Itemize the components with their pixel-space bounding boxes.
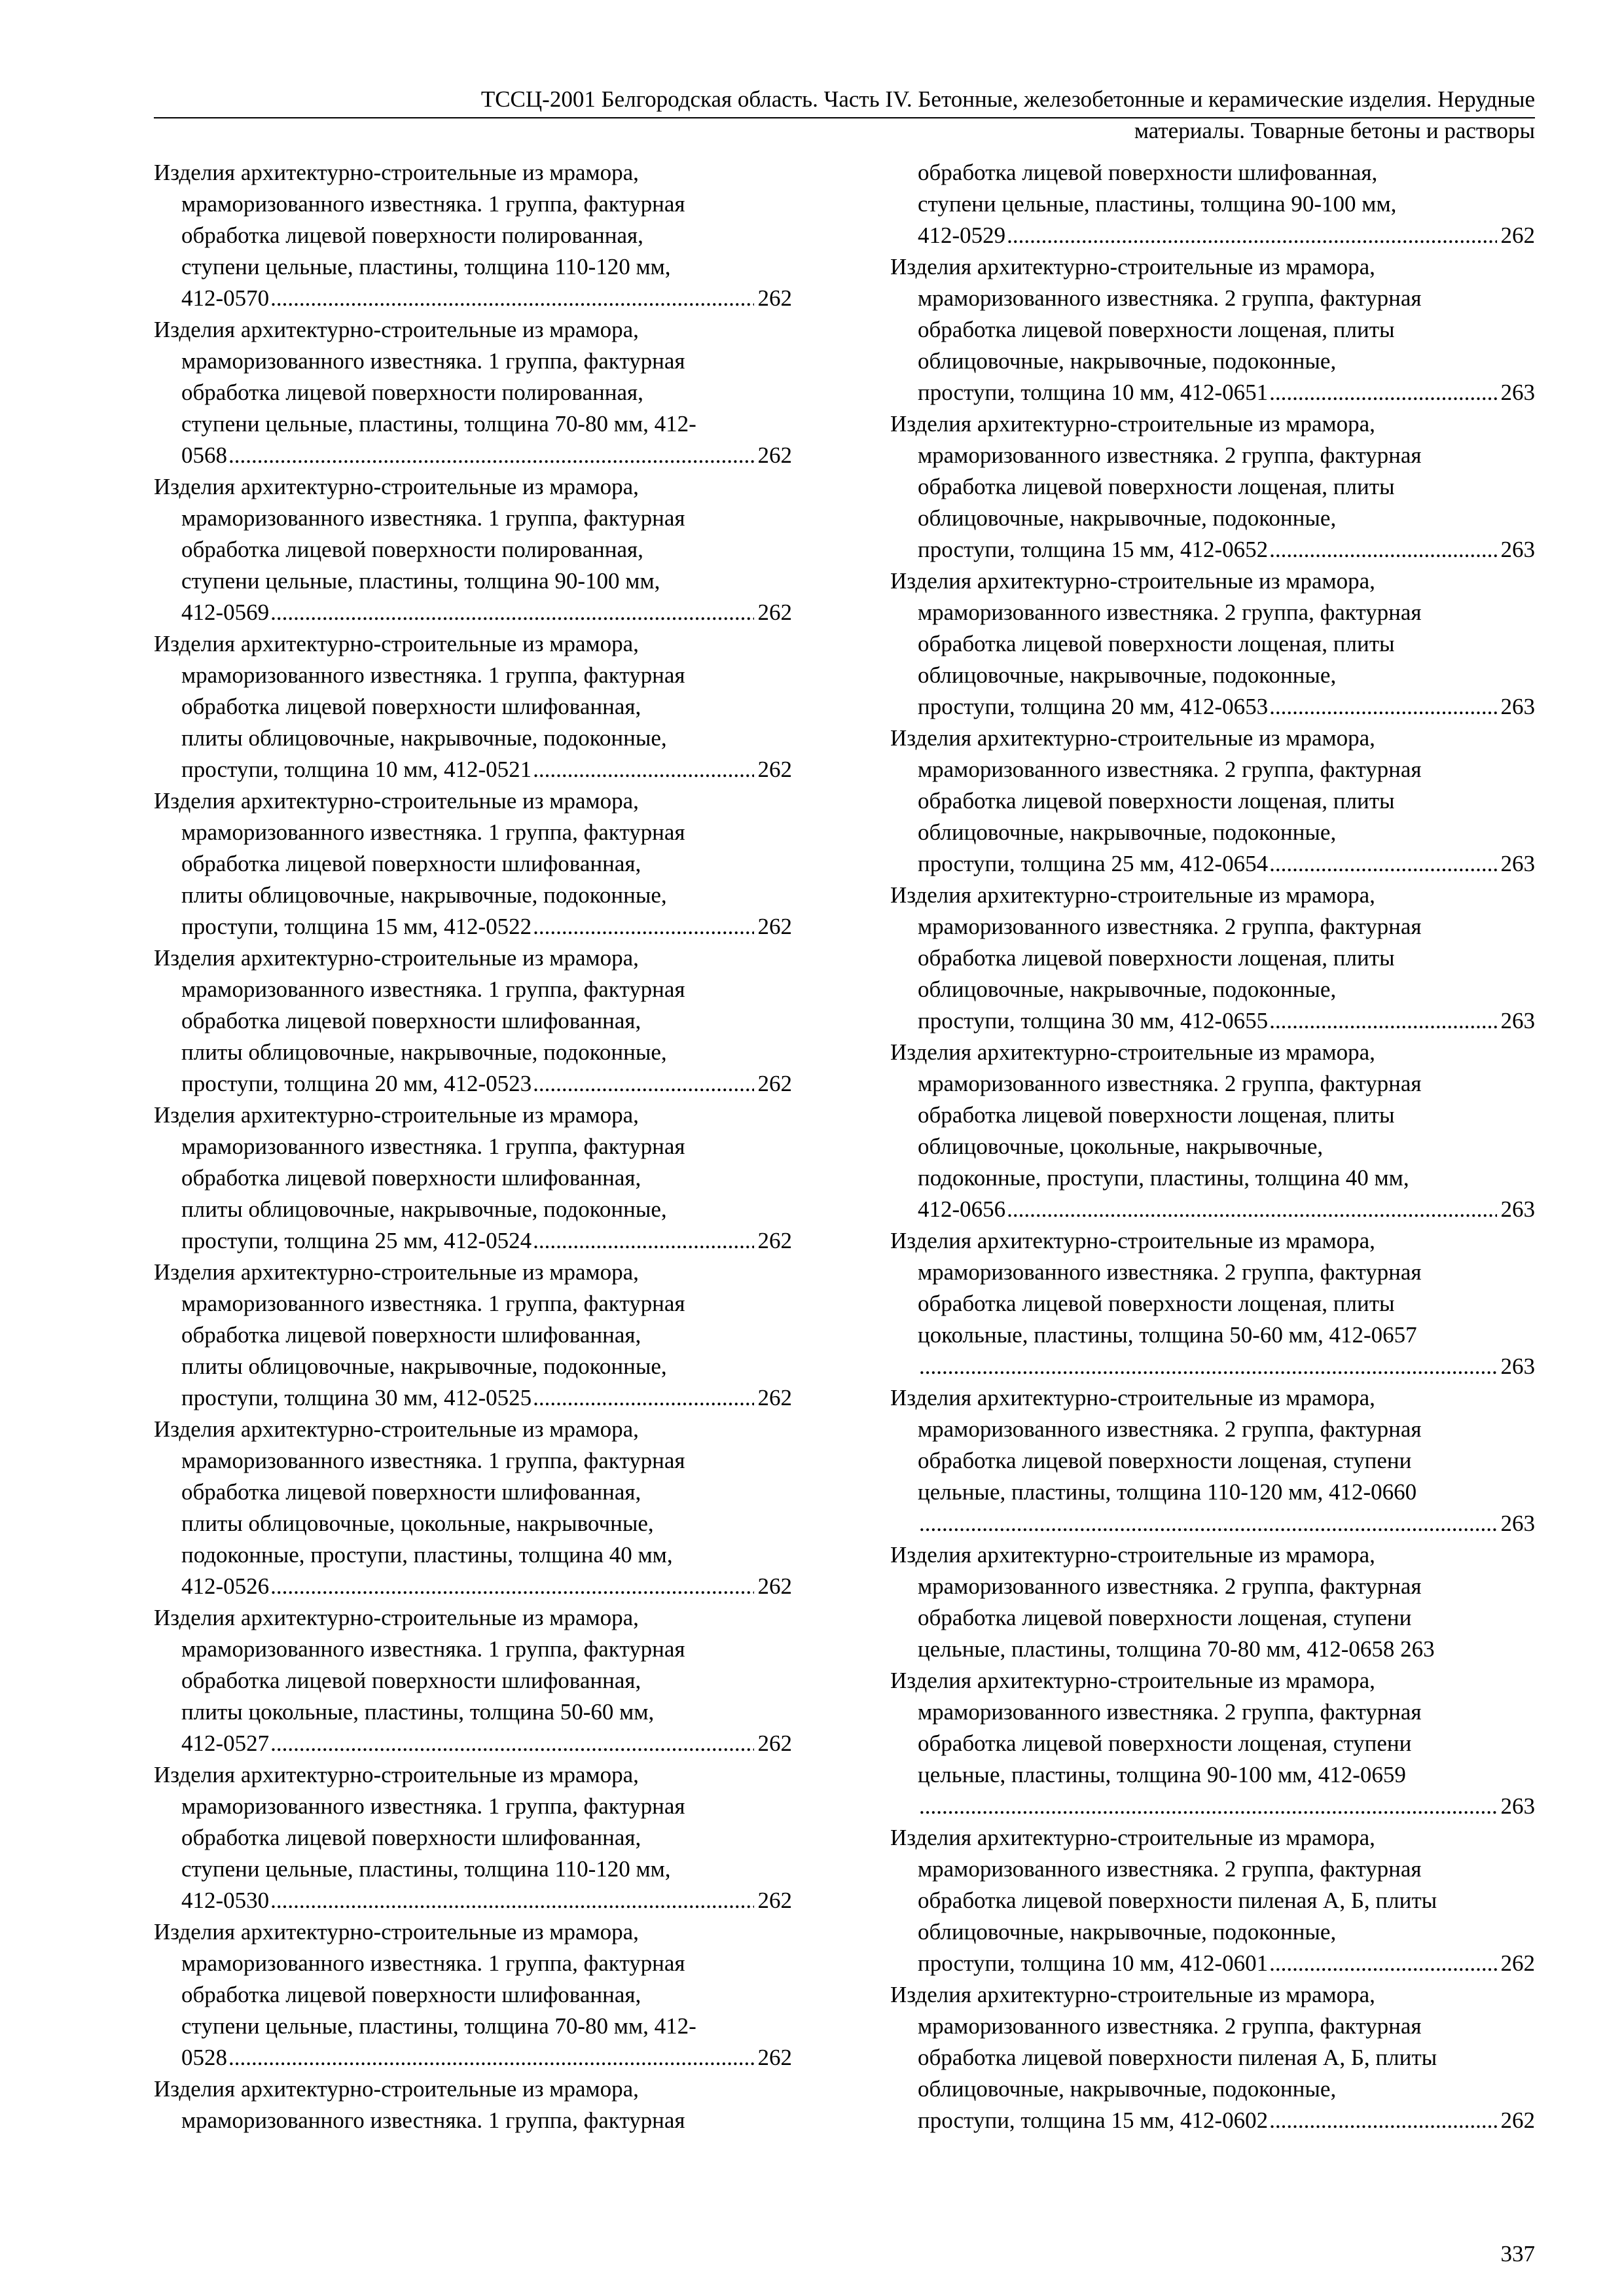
- entry-text-line: плиты облицовочные, накрывочные, подоконные,: [181, 1196, 667, 1222]
- index-entry: [890, 1539, 1535, 1665]
- dot-leader: [1269, 1948, 1496, 1979]
- entry-page-ref: 263: [1500, 1196, 1535, 1222]
- index-column-left: [154, 157, 792, 2136]
- entry-page-ref: 262: [757, 285, 792, 311]
- dot-leader: [270, 1571, 753, 1602]
- entry-text-line: мраморизованного известняка. 1 группа, фактурная: [181, 505, 685, 531]
- index-entry: [154, 785, 792, 942]
- entry-text-line: цельные, пластины, толщина 110-120 мм, 412-0660: [918, 1479, 1417, 1505]
- entry-text-line: мраморизованного известняка. 2 группа, фактурная: [918, 600, 1422, 625]
- entry-text-line: облицовочные, цокольные, накрывочные,: [918, 1134, 1324, 1159]
- entry-text-line: цельные, пластины, толщина 90-100 мм, 412-0659: [918, 1762, 1406, 1787]
- dot-leader: [533, 1225, 753, 1257]
- entry-text-line: мраморизованного известняка. 2 группа, фактурная: [918, 914, 1422, 939]
- entry-text-line: мраморизованного известняка. 2 группа, фактурная: [918, 1071, 1422, 1096]
- entry-text-line: ступени цельные, пластины, толщина 90-100 мм,: [181, 568, 660, 594]
- entry-text-line: обработка лицевой поверхности шлифованная,: [181, 1668, 641, 1693]
- entry-text-line: Изделия архитектурно-строительные из мрамора,: [890, 1039, 1375, 1065]
- dot-leader: [919, 1508, 1497, 1539]
- dot-leader: [1269, 377, 1496, 408]
- entry-text-line: обработка лицевой поверхности полированная,: [181, 380, 643, 405]
- entry-text-line: плиты облицовочные, накрывочные, подоконные,: [181, 1039, 667, 1065]
- index-entry: [890, 1382, 1535, 1539]
- entry-text-line: Изделия архитектурно-строительные из мрамора,: [890, 1385, 1375, 1410]
- entry-code: 0528: [181, 2045, 227, 2070]
- index-entry: [154, 1257, 792, 1414]
- entry-text-line: Изделия архитектурно-строительные из мрамора,: [890, 568, 1375, 594]
- dot-leader: [270, 597, 753, 628]
- entry-text-line: плиты облицовочные, накрывочные, подоконные,: [181, 725, 667, 751]
- entry-code: проступи, толщина 30 мм, 412-0655: [918, 1008, 1269, 1033]
- entry-text-line: Изделия архитектурно-строительные из мрамора,: [154, 1259, 639, 1285]
- entry-text-line: обработка лицевой поверхности шлифованная,: [181, 1479, 641, 1505]
- entry-text-line: обработка лицевой поверхности шлифованная,: [181, 851, 641, 876]
- entry-code: 0568: [181, 442, 227, 468]
- entry-text-line: Изделия архитектурно-строительные из мрамора,: [154, 788, 639, 814]
- entry-page-ref: 262: [757, 2045, 792, 2070]
- entry-code: проступи, толщина 15 мм, 412-0602: [918, 2108, 1269, 2133]
- entry-code: проступи, толщина 15 мм, 412-0652: [918, 537, 1269, 562]
- entry-page-ref: 262: [757, 1228, 792, 1253]
- entry-page-ref: 262: [757, 914, 792, 939]
- entry-text-line: Изделия архитектурно-строительные из мрамора,: [890, 1668, 1375, 1693]
- entry-text-line: мраморизованного известняка. 1 группа, фактурная: [181, 1134, 685, 1159]
- entry-code: 412-0570: [181, 285, 270, 311]
- entry-text-line: обработка лицевой поверхности шлифованная,: [918, 160, 1378, 185]
- entry-text-line: Изделия архитектурно-строительные из мрамора,: [890, 254, 1375, 279]
- entry-page-ref: 262: [757, 1573, 792, 1599]
- entry-code: проступи, толщина 10 мм, 412-0651: [918, 380, 1269, 405]
- entry-page-ref: 263: [1500, 1354, 1535, 1379]
- entry-code: проступи, толщина 10 мм, 412-0521: [181, 757, 532, 782]
- dot-leader: [919, 1791, 1497, 1822]
- dot-leader: [228, 440, 754, 471]
- entry-code: 412-0569: [181, 600, 270, 625]
- dot-leader: [1269, 1005, 1496, 1037]
- dot-leader: [533, 754, 753, 785]
- entry-text-line: облицовочные, накрывочные, подоконные,: [918, 1919, 1337, 1945]
- entry-page-ref: 262: [1500, 223, 1535, 248]
- dot-leader: [919, 1351, 1497, 1382]
- dot-leader: [533, 911, 753, 942]
- entry-text-line: плиты облицовочные, накрывочные, подоконные,: [181, 882, 667, 908]
- dot-leader: [533, 1382, 753, 1414]
- entry-text-line: плиты облицовочные, накрывочные, подоконные,: [181, 1354, 667, 1379]
- entry-code: цельные, пластины, толщина 70-80 мм, 412-0658: [918, 1636, 1395, 1662]
- entry-code: 412-0530: [181, 1888, 270, 1913]
- entry-code: 412-0529: [918, 223, 1006, 248]
- entry-text-line: мраморизованного известняка. 2 группа, фактурная: [918, 1856, 1422, 1882]
- entry-text-line: мраморизованного известняка. 2 группа, фактурная: [918, 1699, 1422, 1725]
- entry-text-line: ступени цельные, пластины, толщина 70-80 мм, 412-: [181, 411, 696, 437]
- page-number: 337: [1500, 2241, 1535, 2267]
- entry-text-line: обработка лицевой поверхности полированная,: [181, 223, 643, 248]
- index-entry: [890, 408, 1535, 565]
- index-entry: [890, 565, 1535, 723]
- entry-text-line: обработка лицевой поверхности пиленая А, Б, плиты: [918, 1888, 1437, 1913]
- entry-text-line: обработка лицевой поверхности лощеная, плиты: [918, 1102, 1395, 1128]
- entry-text-line: Изделия архитектурно-строительные из мрамора,: [154, 317, 639, 342]
- entry-text-line: Изделия архитектурно-строительные из мрамора,: [890, 1228, 1375, 1253]
- entry-page-ref: 262: [1500, 1950, 1535, 1976]
- entry-code: проступи, толщина 25 мм, 412-0654: [918, 851, 1269, 876]
- entry-text-line: мраморизованного известняка. 1 группа, фактурная: [181, 1793, 685, 1819]
- header-line-2: материалы. Товарные бетоны и растворы: [1134, 118, 1535, 143]
- entry-page-ref: 262: [757, 600, 792, 625]
- entry-page-ref: 263: [1500, 694, 1535, 719]
- index-entry: [154, 157, 792, 314]
- entry-text-line: Изделия архитектурно-строительные из мрамора,: [154, 2076, 639, 2102]
- entry-page-ref: 262: [1500, 2108, 1535, 2133]
- entry-text-line: облицовочные, накрывочные, подоконные,: [918, 505, 1337, 531]
- entry-text-line: Изделия архитектурно-строительные из мрамора,: [154, 1919, 639, 1945]
- entry-text-line: обработка лицевой поверхности полированная,: [181, 537, 643, 562]
- index-entry: [890, 1665, 1535, 1822]
- entry-text-line: облицовочные, накрывочные, подоконные,: [918, 2076, 1337, 2102]
- entry-text-line: Изделия архитектурно-строительные из мрамора,: [154, 631, 639, 656]
- entry-text-line: обработка лицевой поверхности лощеная, плиты: [918, 474, 1395, 499]
- index-entry: [154, 1916, 792, 2073]
- entry-code: проступи, толщина 20 мм, 412-0523: [181, 1071, 532, 1096]
- entry-text-line: обработка лицевой поверхности лощеная, плиты: [918, 317, 1395, 342]
- entry-page-ref: 263: [1500, 851, 1535, 876]
- entry-text-line: цокольные, пластины, толщина 50-60 мм, 412-0657: [918, 1322, 1417, 1348]
- entry-code: 412-0526: [181, 1573, 270, 1599]
- entry-text-line: мраморизованного известняка. 1 группа, фактурная: [181, 1950, 685, 1976]
- entry-text-line: обработка лицевой поверхности лощеная, ступени: [918, 1448, 1412, 1473]
- entry-text-line: обработка лицевой поверхности лощеная, плиты: [918, 788, 1395, 814]
- index-entry: [154, 1602, 792, 1759]
- entry-page-ref: 262: [757, 1385, 792, 1410]
- dot-leader: [270, 283, 753, 314]
- entry-text-line: обработка лицевой поверхности шлифованная,: [181, 694, 641, 719]
- entry-text-line: обработка лицевой поверхности шлифованная,: [181, 1008, 641, 1033]
- dot-leader: [270, 1728, 753, 1759]
- index-entry: [154, 1100, 792, 1257]
- entry-text-line: обработка лицевой поверхности лощеная, ступени: [918, 1731, 1412, 1756]
- entry-text-line: обработка лицевой поверхности шлифованная,: [181, 1322, 641, 1348]
- entry-text-line: мраморизованного известняка. 1 группа, фактурная: [181, 348, 685, 374]
- entry-text-line: Изделия архитектурно-строительные из мрамора,: [154, 1762, 639, 1787]
- dot-leader: [228, 2042, 754, 2073]
- entry-text-line: обработка лицевой поверхности лощеная, плиты: [918, 945, 1395, 971]
- entry-text-line: ступени цельные, пластины, толщина 90-100 мм,: [918, 191, 1397, 217]
- entry-text-line: ступени цельные, пластины, толщина 110-120 мм,: [181, 1856, 671, 1882]
- index-entry: [890, 723, 1535, 880]
- index-entry: [890, 1225, 1535, 1382]
- entry-text-line: ступени цельные, пластины, толщина 70-80 мм, 412-: [181, 2013, 696, 2039]
- entry-text-line: Изделия архитектурно-строительные из мрамора,: [154, 1605, 639, 1630]
- index-entry: [890, 1979, 1535, 2136]
- dot-leader: [1269, 2105, 1496, 2136]
- running-header: [154, 84, 1535, 147]
- entry-text-line: Изделия архитектурно-строительные из мрамора,: [154, 1416, 639, 1442]
- index-entry: [154, 1414, 792, 1602]
- entry-text-line: мраморизованного известняка. 2 группа, фактурная: [918, 757, 1422, 782]
- dot-leader: [1269, 534, 1496, 565]
- entry-text-line: Изделия архитектурно-строительные из мрамора,: [154, 945, 639, 971]
- entry-text-line: Изделия архитектурно-строительные из мрамора,: [890, 411, 1375, 437]
- entry-code: проступи, толщина 25 мм, 412-0524: [181, 1228, 532, 1253]
- index-entry: [890, 251, 1535, 408]
- entry-text-line: мраморизованного известняка. 2 группа, фактурная: [918, 1259, 1422, 1285]
- entry-code: проступи, толщина 15 мм, 412-0522: [181, 914, 532, 939]
- entry-page-ref: 263: [1500, 1793, 1535, 1819]
- entry-text-line: мраморизованного известняка. 1 группа, фактурная: [181, 2108, 685, 2133]
- entry-text-line: Изделия архитектурно-строительные из мрамора,: [154, 1102, 639, 1128]
- entry-text-line: облицовочные, накрывочные, подоконные,: [918, 819, 1337, 845]
- entry-text-line: Изделия архитектурно-строительные из мрамора,: [154, 474, 639, 499]
- index-entry: [890, 880, 1535, 1037]
- entry-text-line: ступени цельные, пластины, толщина 110-120 мм,: [181, 254, 671, 279]
- entry-code: проступи, толщина 30 мм, 412-0525: [181, 1385, 532, 1410]
- entry-text-line: мраморизованного известняка. 2 группа, фактурная: [918, 2013, 1422, 2039]
- entry-text-line: мраморизованного известняка. 1 группа, фактурная: [181, 1291, 685, 1316]
- entry-text-line: Изделия архитектурно-строительные из мрамора,: [890, 1982, 1375, 2007]
- entry-page-ref: 263: [1500, 1511, 1535, 1536]
- entry-text-line: плиты облицовочные, цокольные, накрывочные,: [181, 1511, 654, 1536]
- entry-page-ref: 262: [757, 1071, 792, 1096]
- dot-leader: [1007, 220, 1496, 251]
- index-entry: [890, 1037, 1535, 1225]
- entry-text-line: обработка лицевой поверхности шлифованная,: [181, 1165, 641, 1191]
- entry-text-line: облицовочные, накрывочные, подоконные,: [918, 662, 1337, 688]
- entry-code: 412-0527: [181, 1731, 270, 1756]
- entry-text-line: Изделия архитектурно-строительные из мрамора,: [154, 160, 639, 185]
- index-entry: [154, 2073, 792, 2136]
- index-entry: [154, 1759, 792, 1916]
- entry-text-line: Изделия архитектурно-строительные из мрамора,: [890, 1825, 1375, 1850]
- entry-text-line: обработка лицевой поверхности лощеная, ступени: [918, 1605, 1412, 1630]
- dot-leader: [1007, 1194, 1496, 1225]
- entry-text-line: подоконные, проступи, пластины, толщина 40 мм,: [181, 1542, 673, 1568]
- entry-text-line: мраморизованного известняка. 1 группа, фактурная: [181, 819, 685, 845]
- entry-text-line: обработка лицевой поверхности лощеная, плиты: [918, 631, 1395, 656]
- entry-page-ref: 262: [757, 1888, 792, 1913]
- entry-text-line: обработка лицевой поверхности шлифованная,: [181, 1982, 641, 2007]
- dot-leader: [1269, 691, 1496, 723]
- entry-page-ref: 263: [1500, 537, 1535, 562]
- header-line-1: ТССЦ-2001 Белгородская область. Часть IV. Бетонные, железобетонные и керамические изделия. Нерудные: [480, 86, 1535, 112]
- entry-code: проступи, толщина 20 мм, 412-0653: [918, 694, 1269, 719]
- entry-text-line: мраморизованного известняка. 1 группа, фактурная: [181, 1636, 685, 1662]
- index-entry: [890, 1822, 1535, 1979]
- entry-text-line: Изделия архитектурно-строительные из мрамора,: [890, 882, 1375, 908]
- entry-text-line: мраморизованного известняка. 2 группа, фактурная: [918, 1416, 1422, 1442]
- entry-text-line: облицовочные, накрывочные, подоконные,: [918, 348, 1337, 374]
- index-column-right: [890, 157, 1535, 2136]
- entry-code: 412-0656: [918, 1196, 1006, 1222]
- entry-text-line: мраморизованного известняка. 2 группа, фактурная: [918, 285, 1422, 311]
- entry-page-ref: 263: [1500, 1008, 1535, 1033]
- entry-text-line: мраморизованного известняка. 1 группа, фактурная: [181, 662, 685, 688]
- entry-page-ref: 262: [757, 442, 792, 468]
- entry-text-line: Изделия архитектурно-строительные из мрамора,: [890, 1542, 1375, 1568]
- entry-page-ref: 262: [757, 1731, 792, 1756]
- dot-leader: [270, 1885, 753, 1916]
- entry-text-line: облицовочные, накрывочные, подоконные,: [918, 977, 1337, 1002]
- index-entry: [154, 314, 792, 471]
- entry-text-line: обработка лицевой поверхности лощеная, плиты: [918, 1291, 1395, 1316]
- entry-page-ref: 263: [1500, 380, 1535, 405]
- entry-text-line: мраморизованного известняка. 1 группа, фактурная: [181, 1448, 685, 1473]
- entry-page-ref: 262: [757, 757, 792, 782]
- entry-text-line: мраморизованного известняка. 1 группа, фактурная: [181, 191, 685, 217]
- entry-text-line: обработка лицевой поверхности пиленая А, Б, плиты: [918, 2045, 1437, 2070]
- entry-text-line: Изделия архитектурно-строительные из мрамора,: [890, 725, 1375, 751]
- entry-text-line: мраморизованного известняка. 1 группа, фактурная: [181, 977, 685, 1002]
- entry-text-line: плиты цокольные, пластины, толщина 50-60 мм,: [181, 1699, 655, 1725]
- entry-text-line: подоконные, проступи, пластины, толщина 40 мм,: [918, 1165, 1409, 1191]
- entry-code: проступи, толщина 10 мм, 412-0601: [918, 1950, 1269, 1976]
- dot-leader: [1269, 848, 1496, 880]
- index-entry: [154, 628, 792, 785]
- index-entry: [154, 942, 792, 1100]
- index-entry: [890, 157, 1535, 251]
- entry-text-line: мраморизованного известняка. 2 группа, фактурная: [918, 442, 1422, 468]
- dot-leader: [533, 1068, 753, 1100]
- entry-text-line: обработка лицевой поверхности шлифованная,: [181, 1825, 641, 1850]
- entry-text-line: мраморизованного известняка. 2 группа, фактурная: [918, 1573, 1422, 1599]
- entry-page-ref: 263: [1400, 1636, 1435, 1662]
- index-entry: [154, 471, 792, 628]
- header-rule: [154, 117, 1535, 118]
